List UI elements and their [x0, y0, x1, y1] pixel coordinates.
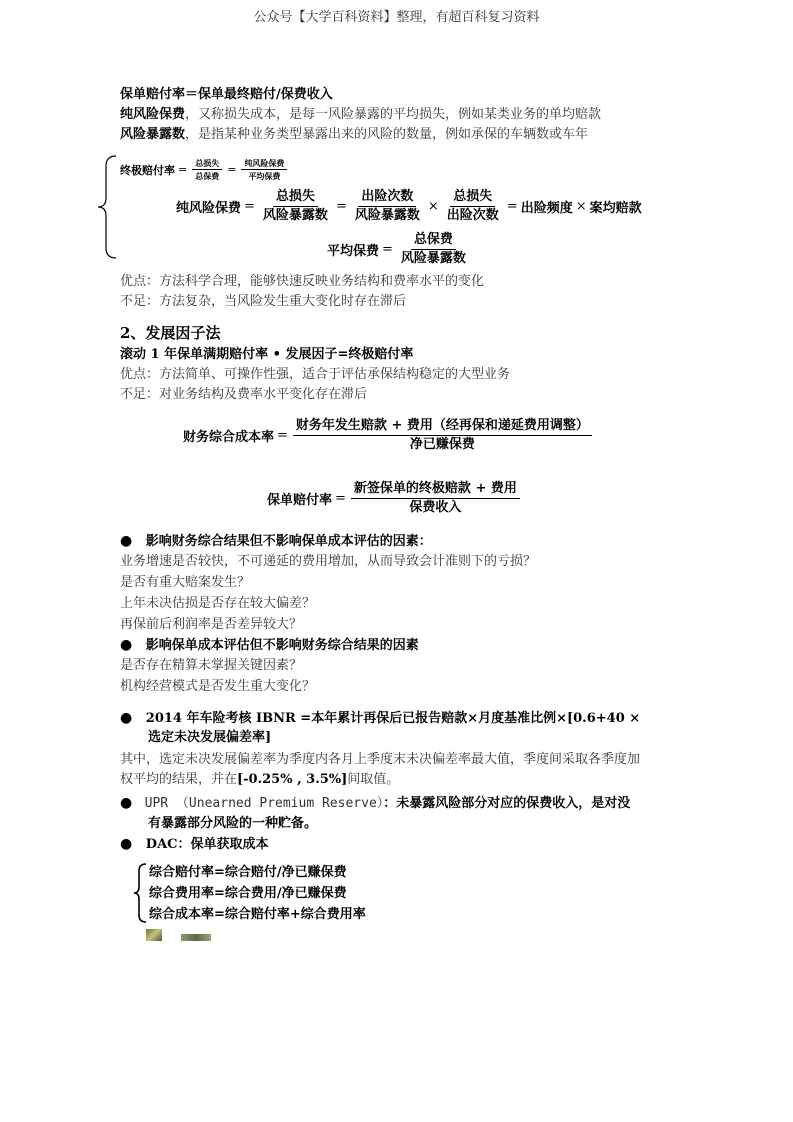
average-premium-lhs: 平均保费 — [327, 244, 380, 259]
average-claim: 案均赔款 — [589, 201, 642, 216]
numerator: 总损失 — [192, 158, 222, 170]
policy-loss-ratio-lhs: 保单赔付率 — [267, 493, 333, 508]
list-item: 是否存在精算未掌握关键因素？ — [120, 658, 303, 673]
exposure-term: 风险暴露数 — [120, 127, 186, 142]
denominator: 风险暴露数 — [354, 208, 420, 223]
image-thumbnail-2 — [181, 934, 211, 941]
claim-frequency: 出险频度 — [520, 201, 573, 216]
method1-cons: 不足：方法复杂，当风险发生重大变化时存在滞后 — [120, 294, 407, 309]
bullet-dac-text: DAC：保单获取成本 — [145, 837, 269, 852]
average-premium-formula: 平均保费 = $\frac{\text{总保费}}{\text{风险暴露数}}$ — [327, 232, 471, 267]
denominator: 风险暴露数 — [262, 208, 328, 223]
financial-combined-ratio-lhs: 财务综合成本率 — [183, 430, 275, 445]
policy-loss-ratio-definition: 保单赔付率＝保单最终赔付/保费收入 — [120, 87, 333, 102]
method2-cons: 不足：对业务结构及费率水平变化存在滞后 — [120, 387, 368, 402]
bullet-dac — [120, 835, 269, 854]
fraction-total-loss-over-premium — [192, 158, 222, 181]
formula-brace-icon — [96, 154, 118, 260]
ibnr-range: [-0.25% , 3.5%] — [237, 772, 348, 787]
bullet-dot-icon: ● — [120, 710, 133, 726]
bullet-financial-factors-text: 影响财务综合结果但不影响保单成本评估的因素： — [145, 534, 432, 549]
numerator: 总损失 — [273, 189, 318, 207]
section-heading-development-factor: 2、发展因子法 — [120, 324, 221, 342]
pure-premium-term: 纯风险保费 — [120, 107, 186, 122]
denominator: 总保费 — [195, 171, 220, 181]
method1-pros: 优点：方法科学合理，能够快速反映业务结构和费率水平的变化 — [120, 274, 485, 289]
upr-term: UPR （Unearned Premium Reserve） — [144, 796, 384, 811]
fraction-financial-combined — [293, 418, 592, 453]
list-item: 上年未决估损是否存在较大偏差？ — [120, 596, 316, 611]
numerator: 新签保单的终极赔款 + 费用 — [351, 481, 520, 499]
rolling-loss-ratio-formula: 滚动 1 年保单满期赔付率 • 发展因子=终极赔付率 — [120, 347, 414, 362]
bullet-ibnr — [120, 709, 640, 728]
numerator: 纯风险保费 — [241, 158, 287, 170]
combined-loss-ratio: 综合赔付率=综合赔付/净已赚保费 — [149, 865, 347, 880]
pure-premium-desc: ，又称损失成本，是每一风险暴露的平均损失，例如某类业务的单均赔款 — [185, 107, 602, 122]
fraction-policy-loss — [351, 481, 520, 516]
ratio-brace-icon — [132, 862, 148, 924]
bullet-ibnr-text: 2014 年车险考核 IBNR =本年累计再保后已报告赔款×月度基准比例×[0.6+40 × — [145, 711, 641, 726]
list-item: 机构经营模式是否发生重大变化？ — [120, 679, 316, 694]
numerator: 出险次数 — [358, 189, 416, 207]
pure-premium-lhs: 纯风险保费 — [176, 201, 242, 216]
combined-expense-ratio: 综合费用率=综合费用/净已赚保费 — [149, 886, 347, 901]
list-item: 再保前后利润率是否差异较大？ — [120, 617, 303, 632]
method2-pros: 优点：方法简单、可操作性强，适合于评估承保结构稳定的大型业务 — [120, 367, 511, 382]
list-item: 业务增速是否较快，不可递延的费用增加，从而导致会计准则下的亏损？ — [120, 554, 537, 569]
list-item: 是否有重大赔案发生？ — [120, 575, 251, 590]
bullet-upr-continued: 有暴露部分风险的一种贮备。 — [148, 816, 318, 831]
bullet-financial-factors — [120, 532, 432, 551]
numerator: 总保费 — [411, 232, 456, 250]
denominator: 平均保费 — [248, 171, 281, 181]
numerator: 财务年发生赔款 + 费用（经再保和递延费用调整） — [293, 418, 592, 436]
exposure-definition — [120, 126, 588, 144]
fraction-pure-over-average — [241, 158, 287, 181]
bullet-upr — [120, 794, 630, 813]
ibnr-note-end: 间取值。 — [347, 772, 400, 787]
bullet-dot-icon: ● — [120, 533, 133, 549]
ibnr-note-line1: 其中，选定未决发展偏差率为季度内各月上季度末未决偏差率最大值，季度间采取各季度加 — [120, 752, 641, 767]
page-header: 公众号【大学百科资料】整理，有超百科复习资料 — [253, 10, 540, 25]
bullet-dot-icon: ● — [120, 795, 133, 811]
denominator: 净已赚保费 — [409, 437, 475, 452]
pure-premium-formula: 纯风险保费 = $\frac{\text{总损失}}{\text{风险暴露数}}$ = $\frac{\text{出险次数}}{\text{风险暴露数}}$ × $\frac{\text{总损失}}{\text{出险次数}}$ = 出险频度 × 案均赔款 — [176, 189, 642, 223]
denominator: 风险暴露数 — [400, 251, 466, 266]
financial-combined-ratio-formula: 财务综合成本率 = $\frac{\text{财务年发生赔款 + 费用（经再保和递延费用调整）}}{\text{净已赚保费}}$ — [183, 418, 594, 453]
ultimate-loss-ratio-lhs: 终极赔付率 — [120, 163, 175, 177]
ibnr-note-text: 权平均的结果，并在 — [120, 772, 238, 787]
fraction-claims-over-exposure — [352, 189, 423, 224]
image-thumbnail-1 — [146, 929, 162, 941]
denominator: 出险次数 — [446, 208, 499, 223]
bullet-policy-factors — [120, 636, 419, 655]
denominator: 保费收入 — [409, 500, 462, 515]
exposure-desc: ，是指某种业务类型暴露出来的风险的数量，例如承保的车辆数或车年 — [185, 127, 589, 142]
bullet-policy-factors-text: 影响保单成本评估但不影响财务综合结果的因素 — [145, 638, 419, 653]
combined-cost-ratio: 综合成本率=综合赔付率+综合费用率 — [149, 907, 366, 922]
fraction-loss-over-claims — [444, 189, 502, 224]
bullet-dot-icon: ● — [120, 836, 133, 852]
fraction-premium-over-exposure — [398, 232, 469, 267]
bullet-dot-icon: ● — [120, 637, 133, 653]
ultimate-loss-ratio-formula: 终极赔付率 = $\frac{\text{总损失}}{\text{总保费}}$ = $\frac{\text{纯风险保费}}{\text{平均保费}}$ — [120, 158, 289, 181]
ibnr-note-line2 — [120, 771, 399, 789]
numerator: 总损失 — [450, 189, 495, 207]
policy-loss-ratio-formula: 保单赔付率 = $\frac{\text{新签保单的终极赔款 + 费用}}{\text{保费收入}}$ — [267, 481, 522, 516]
bullet-ibnr-continued: 选定未决发展偏差率] — [148, 730, 272, 745]
pure-premium-definition — [120, 106, 601, 124]
upr-desc: ：未暴露风险部分对应的保费收入，是对没 — [383, 796, 631, 811]
fraction-loss-over-exposure — [260, 189, 331, 224]
